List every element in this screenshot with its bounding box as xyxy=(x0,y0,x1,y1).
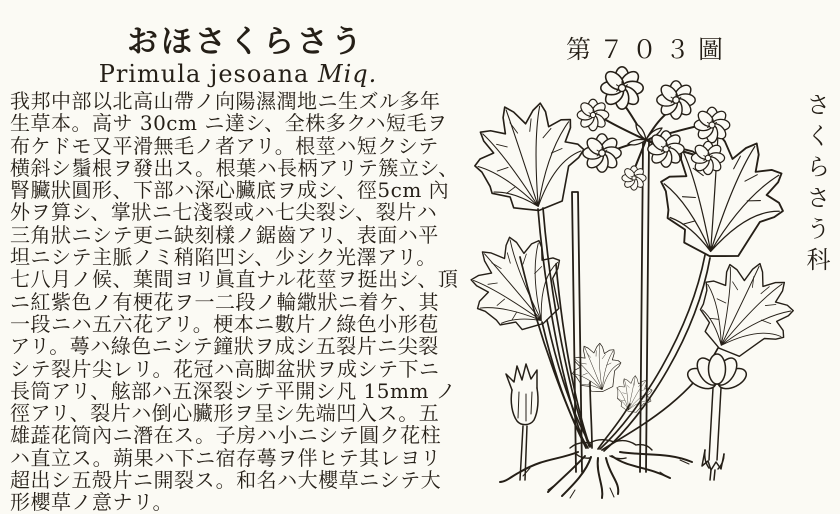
description-line: 三角狀ニシテ更ニ缺刻樣ノ鋸齒アリ、表面ハ平 xyxy=(10,222,439,247)
calyx-detail xyxy=(506,364,538,480)
flower-stem xyxy=(572,142,649,472)
latin-name: Primula jesoana xyxy=(98,60,310,88)
flower-side-view-detail xyxy=(685,354,750,480)
description-line: 長筒アリ、舷部ハ五深裂シテ平開シ凡 15mm ノ xyxy=(10,378,457,403)
description-line: ハ直立ス。蒴果ハ下ニ宿存蕚ヲ伴ヒテ其レヨリ xyxy=(10,445,442,470)
family-label-vertical: さくらさう科 xyxy=(802,92,830,278)
description-line: 坦ニシテ主脈ノミ稍陷凹シ、少シク光澤アリ。 xyxy=(10,245,437,270)
description-line: 形櫻草ノ意ナリ。 xyxy=(10,490,173,514)
description-column xyxy=(10,24,466,514)
description-line: 七八月ノ候、葉間ヨリ眞直ナル花莖ヲ挺出シ、頂 xyxy=(10,267,459,292)
description-line: 雄蕋花筒內ニ潛在ス。子房ハ小ニシテ圓ク花柱 xyxy=(10,423,442,448)
fibrous-roots xyxy=(500,440,692,498)
description-line: 腎臟狀圓形、下部ハ深心臟底ヲ成シ、徑5cm 內 xyxy=(10,178,450,203)
description-line: 徑アリ、裂片ハ倒心臟形ヲ呈シ先端凹入ス。五 xyxy=(10,401,440,426)
palmate-leaf-lower-right xyxy=(679,244,800,375)
description-line: 生草本。高サ 30cm ニ達シ、全株多クハ短毛ヲ xyxy=(10,111,448,136)
plant-title-kana: おほさくらさう xyxy=(127,24,365,60)
description-line: ニ紅紫色ノ有梗花ヲ一二段ノ輪繖狀ニ着ケ、其 xyxy=(10,289,440,314)
description-line: 一段ニハ五六花アリ。梗本ニ數片ノ綠色小形苞 xyxy=(10,311,439,336)
botanical-illustration xyxy=(460,52,800,500)
plant-title-latin xyxy=(10,60,466,88)
figure-number: 第７０３圖 xyxy=(566,35,732,64)
description-line: 布ケドモ又平滑無毛ノ者アリ。根莖ハ短クシテ xyxy=(10,133,439,158)
description-line: 外ヲ算シ、掌狀ニ七淺裂或ハ七尖裂シ、裂片ハ xyxy=(10,200,438,225)
description-text xyxy=(10,90,466,514)
description-line: アリ。蕚ハ綠色ニシテ鐘狀ヲ成シ五裂片ニ尖裂 xyxy=(10,334,439,359)
description-line: 超出シ五殻片ニ開裂ス。和名ハ大櫻草ニシテ大 xyxy=(10,468,442,493)
latin-author: Miq. xyxy=(318,60,378,88)
description-line: 我邦中部以北高山帶ノ向陽濕潤地ニ生ズル多年 xyxy=(10,89,441,113)
description-line: 横斜シ鬚根ヲ發出ス。根葉ハ長柄アリテ簇立シ、 xyxy=(10,155,459,180)
description-line: シテ裂片尖レリ。花冠ハ高脚盆狀ヲ成シテ下ニ xyxy=(10,356,440,381)
